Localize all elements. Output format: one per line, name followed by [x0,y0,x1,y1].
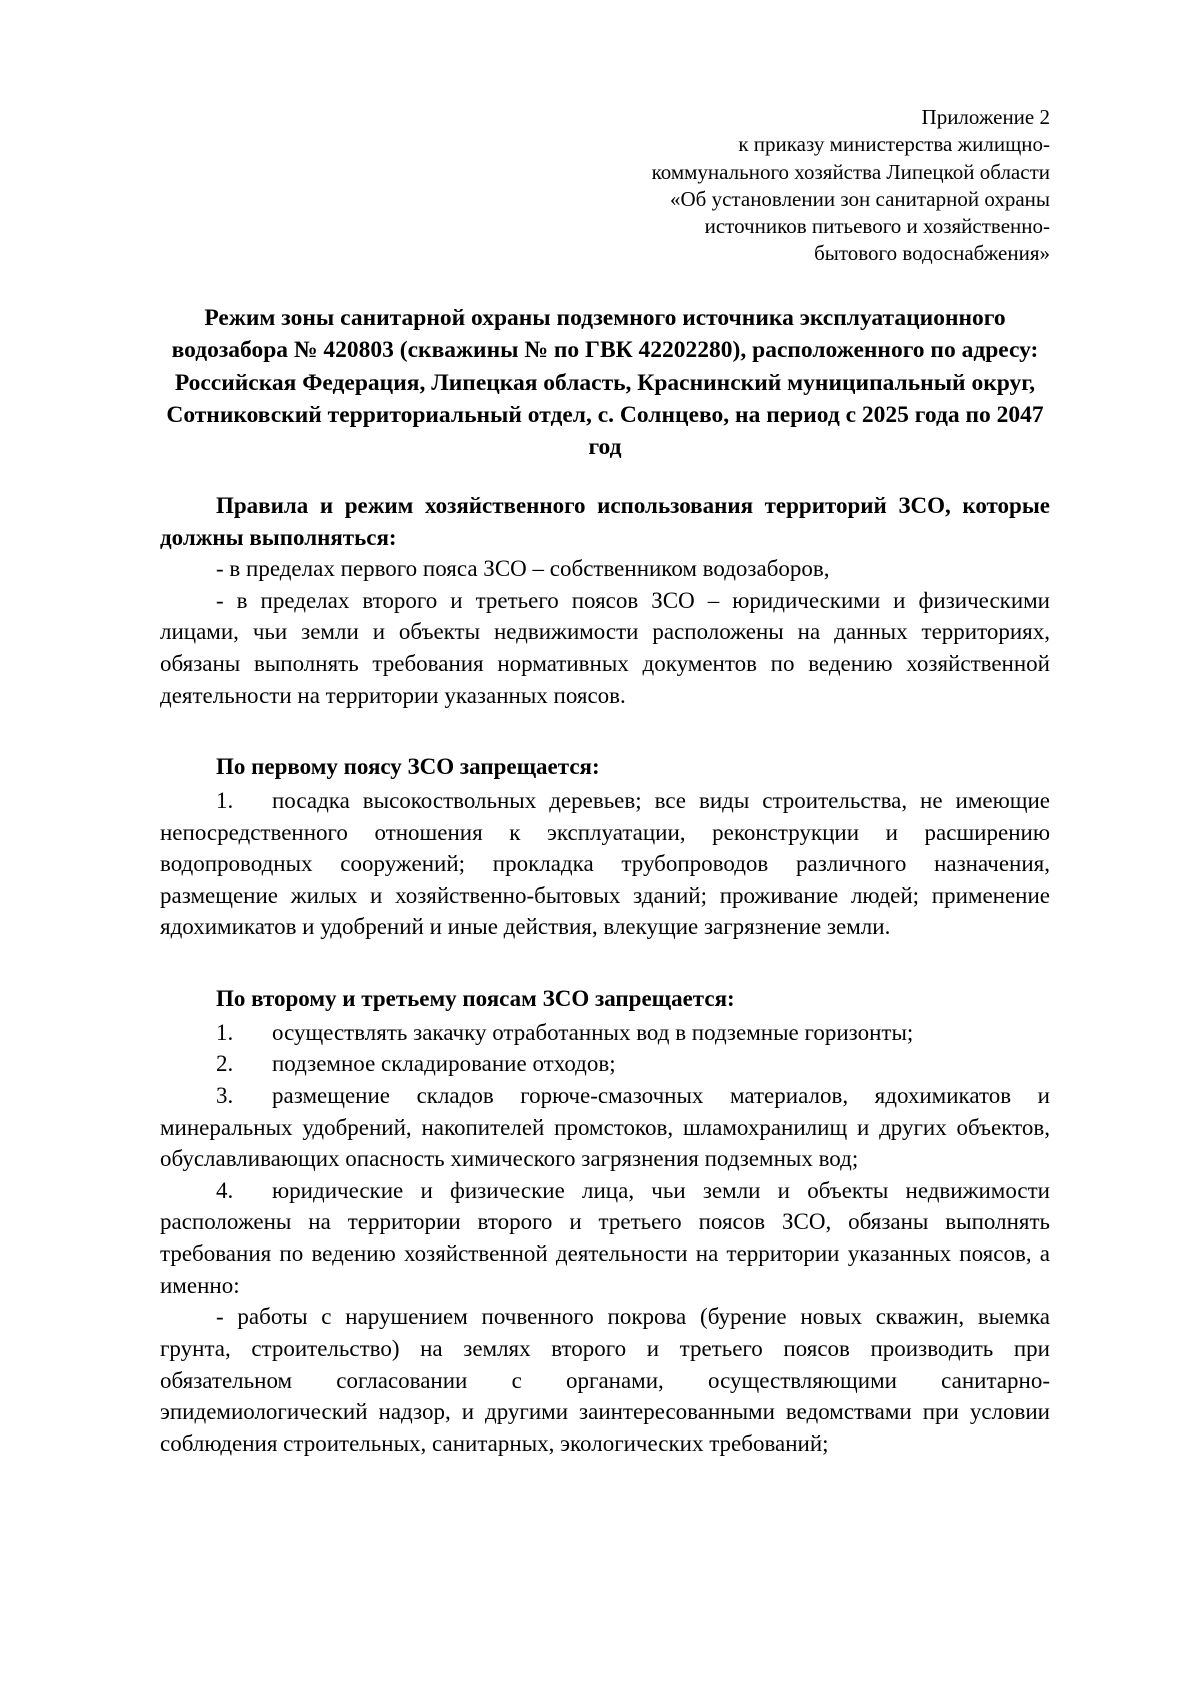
intro-item-2: - в пределах второго и третьего поясов ЗСО – юридическими и физическими лицами, чьи земли и объекты недвижимости расположены на данных территориях, обязаны выполнять требования нормативных документов по ведению хозяйственной деятельности на территории указанных поясов. [160,587,1050,708]
intro-lead: Правила и режим хозяйственного использования территорий ЗСО, которые должны выполняться: [160,492,1050,550]
list-text: подземное складирование отходов; [272,1051,616,1077]
list-text: юридические и физические лица, чьи земли и объекты недвижимости расположены на территории второго и третьего поясов ЗСО, обязаны выполнять требования по ведению хозяйственной деятельности на территории указанных поясов, а именно: [160,1177,1050,1298]
section-first-item-1 [160,785,1050,943]
list-number: 1. [216,787,234,813]
page-title: Режим зоны санитарной охраны подземного источника эксплуатационного водозабора № 420803 (скважины № по ГВК 42202280), расположенного по адресу: Российская Федерация, Липецкая область, Краснинский муниципальный округ, Сотниковский территориальный отдел, с. Солнцево, на период с 2025 года по 2047 год [166,304,1044,461]
list-number: 4. [216,1177,234,1203]
header-line-3: коммунального хозяйства Липецкой области [651,159,1050,184]
list-text: посадка высокоствольных деревьев; все виды строительства, не имеющие непосредственного отношения к эксплуатации, реконструкции и расширению водопроводных сооружений; прокладка трубопроводов различного назначения, размещение жилых и хозяйственно-бытовых зданий; проживание людей; применение ядохимикатов и удобрений и иные действия, влекущие загрязнение земли. [160,787,1050,940]
section-second-third-item-1 [160,1017,1050,1049]
list-number: 3. [216,1082,234,1108]
intro-item-1: - в пределах первого пояса ЗСО – собственником водозаборов, [216,556,830,582]
header-line-2: к приказу министерства жилищно- [738,132,1050,157]
section-second-third-item-4 [160,1175,1050,1302]
list-text: осуществлять закачку отработанных вод в подземные горизонты; [272,1019,914,1045]
section-second-third-item-3 [160,1080,1050,1175]
document-header [650,104,1050,268]
header-line-5: источников питьевого и хозяйственно- [704,214,1050,239]
header-line-1: Приложение 2 [921,105,1050,129]
list-number: 1. [216,1019,234,1045]
header-line-4: «Об установлении зон санитарной охраны [670,186,1050,211]
section-second-third-item-2 [160,1048,1050,1080]
section-first-heading: По первому поясу ЗСО запрещается: [216,754,600,780]
list-text: размещение складов горюче-смазочных материалов, ядохимикатов и минеральных удобрений, накопителей промстоков, шламохранилищ и других объектов, обуславливающих опасность химического загрязнения подземных вод; [160,1082,1050,1172]
section-second-third-heading: По второму и третьему поясам ЗСО запрещается: [216,986,735,1012]
header-line-6: бытового водоснабжения» [814,241,1050,266]
list-number: 2. [216,1051,234,1077]
section-second-third-subitem-1: - работы с нарушением почвенного покрова (бурение новых скважин, выемка грунта, строительство) на землях второго и третьего поясов производить при обязательном согласовании с органами, осуществляющими санитарно-эпидемиологический надзор, и другими заинтересованными ведомствами при условии соблюдения строительных, санитарных, экологических требований; [160,1304,1050,1456]
